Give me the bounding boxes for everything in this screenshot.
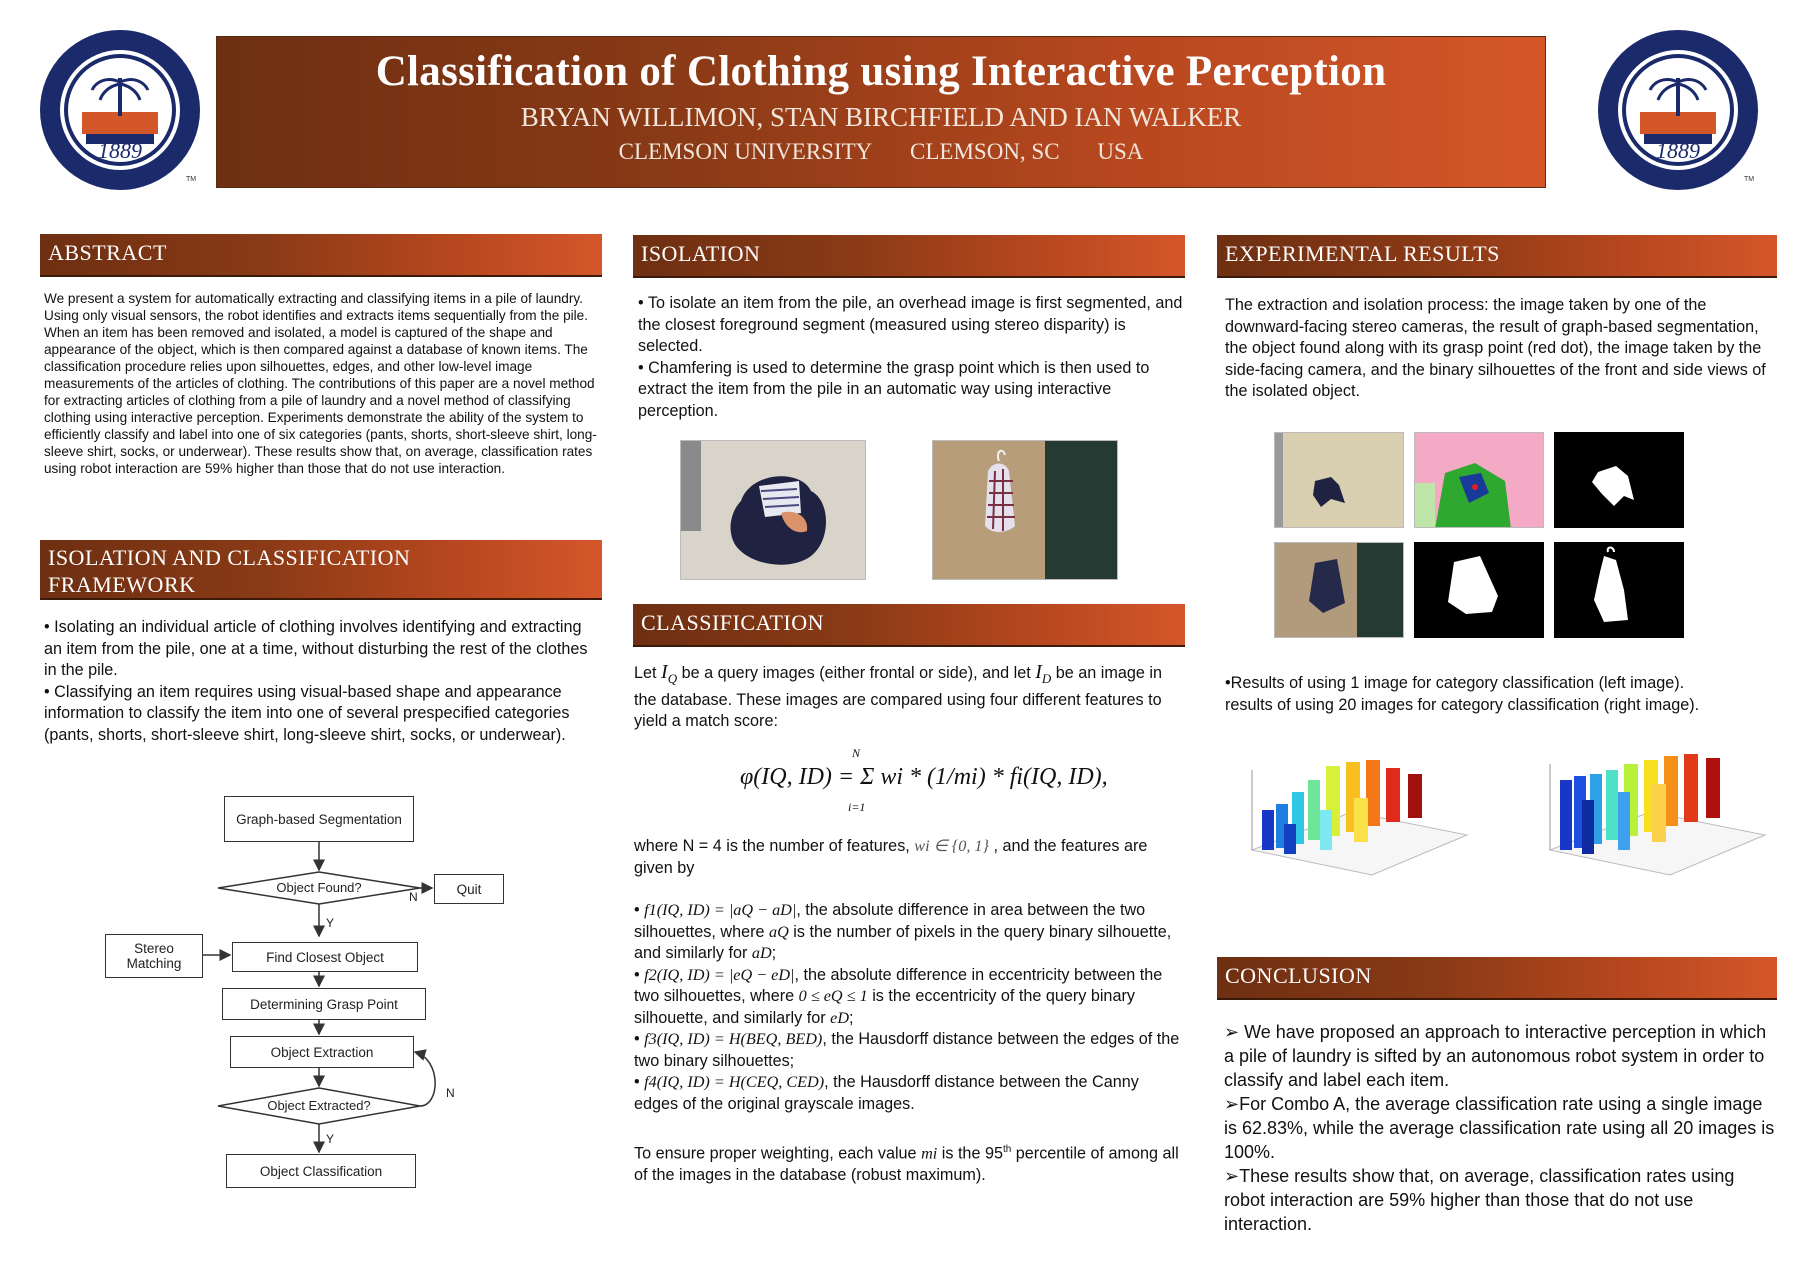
affil-country: USA [1097, 139, 1144, 164]
conclusion-bullet-2: ➢For Combo A, the average classification rate using a single image is 62.83%, while the average classification rate using all 20 images is 100%. [1224, 1094, 1775, 1162]
where-clause [634, 836, 1186, 879]
poster-authors: BRYAN WILLIMON, STAN BIRCHFIELD AND IAN WALKER [520, 102, 1242, 132]
fc-stereo-matching: Stereo Matching [105, 934, 203, 978]
conclusion-heading: CONCLUSION [1217, 957, 1777, 1000]
result-img-side-camera [1274, 542, 1404, 638]
flowchart [90, 790, 570, 1220]
results-description: The extraction and isolation process: the image taken by one of the downward-facing stereo cameras, the result of graph-based segmentation, the object found along with its grasp point (red dot), the image taken by the side-facing camera, and the binary silhouettes of the front and side views of the isolated object. [1225, 296, 1766, 400]
clemson-logo-right [1594, 26, 1762, 194]
feature-1-formula: f1(IQ, ID) = |aQ − aD| [644, 901, 797, 919]
abstract-body: We present a system for automatically extracting and classifying items in a pile of laundry. Using only visual sensors, the robot identifies and extracts items sequentially from the pile. When an item has been removed and isolated, a model is captured of the shape and appearance of the object, which is then compared against a database of known items. The classification procedure relies upon silhouettes, edges, and other low-level image measurements of the articles of clothing. The contributions of this paper are a novel method for extracting articles of clothing from a pile of laundry and a novel method of classifying clothing using interactive perception. Experiments demonstrate the ability of the system to efficiently classify and label into one of six categories (pants, shorts, short-sleeve shirt, long-sleeve shirt, socks, or underwear). These results show that, on average, classification rates using robot interaction are 59% higher than those that do not use interaction. [44, 291, 597, 476]
cls-id: I [1035, 661, 1042, 683]
cls-id-sub: D [1041, 671, 1052, 686]
result-chart-1-image [1222, 740, 1482, 900]
weighting-note: To ensure proper weighting, each value mi is the 95th percentile of among all of the images in the database (robust maximum). [634, 1144, 1179, 1184]
poster-affiliation [217, 139, 1545, 165]
fc-label-y1: Y [326, 916, 335, 930]
cls-intro-pre: Let [634, 664, 657, 682]
cls-intro-mid: be a query images (either frontal or side), and let [681, 664, 1031, 682]
feature-list [634, 900, 1186, 1115]
classification-intro [634, 662, 1186, 733]
result-img-silhouette-front [1414, 542, 1544, 638]
result-img-segmentation [1414, 432, 1544, 528]
fc-grasp-point: Determining Grasp Point [222, 988, 426, 1020]
fc-object-extracted: Object Extracted? [267, 1098, 371, 1113]
logo-year-right: 1889 [1656, 138, 1700, 163]
fc-label-n2: N [446, 1086, 455, 1100]
framework-heading [40, 540, 602, 600]
fc-graph-segmentation: Graph-based Segmentation [224, 796, 414, 842]
feature-4-formula: f4(IQ, ID) = H(CEQ, CED) [644, 1073, 825, 1091]
results-caption-2: results of using 20 images for category classification (right image). [1225, 695, 1700, 714]
conclusion-bullet-3: ➢These results show that, on average, classification rates using robot interaction are 59% higher than those that do not use interaction. [1224, 1166, 1735, 1234]
where-w: wi ∈ {0, 1} [914, 837, 989, 855]
conclusion-bullets [1224, 1020, 1780, 1236]
affil-university: CLEMSON UNIVERSITY [618, 139, 873, 164]
isolation-bullets [638, 293, 1186, 422]
isolation-bullet-1: • To isolate an item from the pile, an overhead image is first segmented, and the closest foreground segment (measured using stereo disparity) is selected. [638, 294, 1183, 355]
where-pre: where N = 4 is the number of features, [634, 837, 910, 855]
eq-body: φ(IQ, ID) = Σ wi * (1/mi) * fi(IQ, ID), [740, 764, 1108, 790]
feature-2-formula: f2(IQ, ID) = |eQ − eD| [644, 965, 795, 984]
results-captions [1225, 673, 1775, 716]
feature-4: • f4(IQ, ID) = H(CEQ, CED), the Hausdorff distance between the Canny edges of the original grayscale images. [634, 1073, 1139, 1113]
clemson-logo-left [36, 26, 204, 194]
results-image-grid [1274, 432, 1684, 640]
fc-find-closest: Find Closest Object [232, 942, 418, 972]
title-banner [216, 36, 1546, 188]
result-img-overhead [1274, 432, 1404, 528]
poster-title: Classification of Clothing using Interactive Perception [375, 48, 1387, 95]
results-heading: EXPERIMENTAL RESULTS [1217, 235, 1777, 278]
framework-bullet-2: • Classifying an item requires using visual-based shape and appearance information to classify the item into one of several prespecified categories (pants, shorts, short-sleeve shirt, long-sleeve shirt, socks, or underwear). [44, 682, 570, 744]
where-post: , and the features are given by [634, 837, 1148, 877]
isolation-bullet-2: • Chamfering is used to determine the grasp point which is then used to extract the item from the pile in an automatic way using interactive perception. [638, 358, 1150, 420]
results-caption-1: •Results of using 1 image for category classification (left image). [1225, 674, 1685, 692]
feature-3-formula: f3(IQ, ID) = H(BEQ, BED) [644, 1030, 823, 1048]
fc-object-classification: Object Classification [226, 1154, 416, 1188]
fc-label-n1: N [409, 890, 418, 904]
framework-heading-line2: FRAMEWORK [48, 572, 196, 597]
framework-bullet-1: • Isolating an individual article of clothing involves identifying and extracting an item from the pile, one at a time, without disturbing the rest of the clothes in the pile. [44, 618, 588, 679]
classification-heading: CLASSIFICATION [633, 604, 1185, 647]
abstract-heading: ABSTRACT [40, 234, 602, 277]
isolation-heading: ISOLATION [633, 235, 1185, 278]
logo-year-left: 1889 [98, 138, 142, 163]
affil-city: CLEMSON, SC [910, 139, 1060, 164]
framework-bullets [44, 617, 600, 746]
isolation-photo-hanging [932, 440, 1118, 580]
result-chart-20-image [1520, 740, 1780, 900]
fc-object-found: Object Found? [276, 880, 362, 895]
fc-label-y2: Y [326, 1132, 335, 1146]
logo-tm-right: TM [1744, 176, 1755, 183]
feature-1: • f1(IQ, ID) = |aQ − aD|, the absolute difference in area between the two silhouettes, where aQ is the number of pixels in the query binary silhouette, and similarly for aD; [634, 901, 1172, 962]
match-score-equation [740, 746, 1108, 816]
cls-iq-sub: Q [667, 671, 678, 686]
result-img-silhouette-side [1554, 542, 1684, 638]
feature-2: • f2(IQ, ID) = |eQ − eD|, the absolute difference in eccentricity between the two silhouettes, where 0 ≤ eQ ≤ 1 is the eccentricity of the query binary silhouette, and similarly for eD; [634, 965, 1163, 1027]
eq-sum-top: N [852, 746, 861, 760]
isolation-photo-pile [680, 440, 866, 580]
feature-3: • f3(IQ, ID) = H(BEQ, BED), the Hausdorff distance between the edges of the two binary silhouettes; [634, 1030, 1180, 1070]
fc-quit: Quit [434, 874, 504, 904]
fc-object-extraction: Object Extraction [230, 1036, 414, 1068]
cls-iq: I [661, 661, 668, 683]
conclusion-bullet-1: ➢ We have proposed an approach to interactive perception in which a pile of laundry is sifted by an autonomous robot system in order to classify and label each item. [1224, 1022, 1767, 1090]
eq-sum-bottom: i=1 [848, 800, 866, 814]
cls-intro-post: be an image in the database. These images are compared using four different features to yield a match score: [634, 664, 1162, 730]
logo-tm-left: TM [186, 176, 197, 183]
result-img-silhouette-top [1554, 432, 1684, 528]
framework-heading-line1: ISOLATION AND CLASSIFICATION [48, 545, 411, 570]
